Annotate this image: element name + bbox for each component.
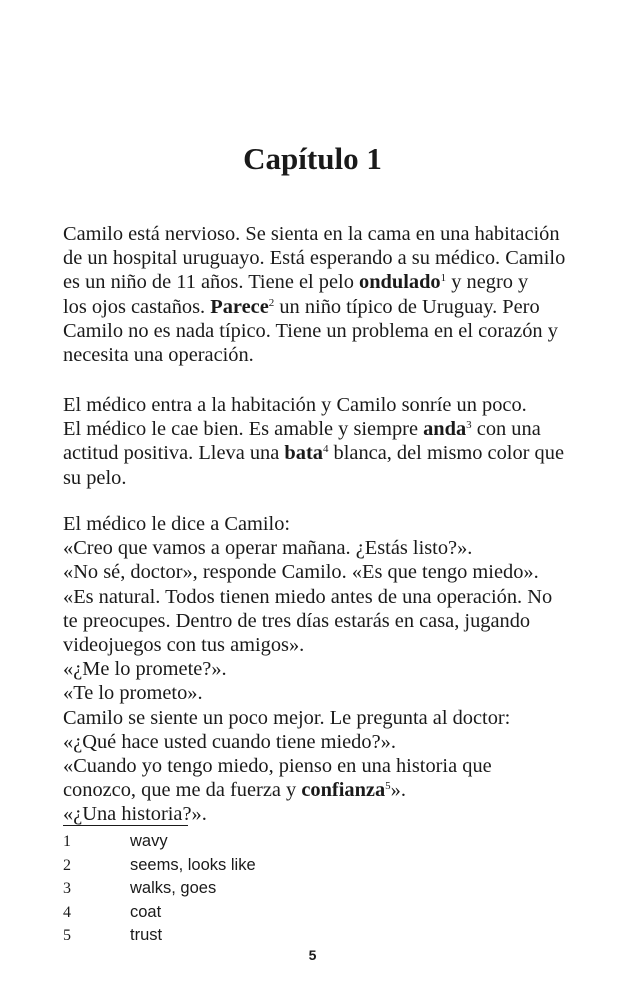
footnote-number: 2	[63, 856, 71, 874]
footnote-marker: 1	[440, 272, 447, 285]
vocab-term: anda	[423, 418, 467, 441]
footnote-marker: 4	[322, 443, 329, 456]
vocab-term: Parece	[210, 295, 269, 318]
text-line: Camilo se siente un poco mejor. Le pregunta al doctor:	[63, 706, 511, 729]
text-line: El médico le cae bien. Es amable y siempre anda$^3$ con una	[63, 418, 541, 441]
text-line: El médico le dice a Camilo:	[63, 513, 291, 535]
footnote-number: 3	[63, 880, 71, 897]
text-line: su pelo.	[63, 466, 127, 489]
paragraph-3	[63, 512, 583, 826]
footnote-item	[63, 925, 563, 949]
text-line: «¿Una historia?».	[63, 803, 207, 826]
text-line: necesita una operación.	[63, 343, 254, 366]
text-line: es un niño de 11 años. Tiene el pelo ondulado$^1$ y negro y	[63, 271, 529, 294]
footnote-marker: 5	[385, 780, 391, 793]
page-number: 5	[308, 947, 317, 963]
footnote-separator	[63, 825, 188, 826]
text-line: «¿Me lo promete?».	[63, 658, 227, 681]
vocab-term: confianza	[301, 779, 386, 802]
text-line: «Creo que vamos a operar mañana. ¿Estás listo?».	[63, 537, 473, 560]
text-line: actitud positiva. Lleva una bata$^4$ blanca, del mismo color que	[63, 442, 564, 465]
text-line: conozco, que me da fuerza y confianza$^5$».	[63, 779, 406, 802]
text-line: «Te lo prometo».	[63, 682, 203, 705]
paragraph-1	[63, 222, 583, 367]
footnote-item	[63, 855, 563, 879]
text-line: «¿Qué hace usted cuando tiene miedo?».	[63, 730, 396, 753]
text-line: El médico entra a la habitación y Camilo sonríe un poco.	[63, 394, 527, 416]
paragraph-2	[63, 393, 583, 490]
text-line: «Cuando yo tengo miedo, pienso en una historia que	[63, 754, 492, 777]
text-line: te preocupes. Dentro de tres días estarás en casa, jugando	[63, 609, 531, 632]
text-line: «Es natural. Todos tienen miedo antes de una operación. No	[63, 585, 553, 608]
footnote-text: walks, goes	[130, 879, 217, 897]
footnote-number: 5	[63, 927, 71, 944]
vocab-term: ondulado	[359, 271, 441, 294]
footnote-item	[63, 902, 563, 926]
footnote-text: trust	[130, 926, 163, 944]
text-line: «No sé, doctor», responde Camilo. «Es que tengo miedo».	[63, 561, 539, 584]
footnote-text: seems, looks like	[130, 855, 256, 874]
footnote-item	[63, 878, 563, 902]
footnote-item	[63, 831, 563, 855]
text-line: Camilo está nervioso. Se sienta en la cama en una habitación	[63, 223, 560, 245]
footnote-marker: 2	[268, 296, 275, 309]
chapter-title: Capítulo 1	[243, 141, 382, 176]
text-line: de un hospital uruguayo. Está esperando a su médico. Camilo	[63, 247, 566, 270]
footnote-text: coat	[130, 902, 162, 921]
footnotes	[63, 831, 563, 949]
footnote-number: 4	[63, 903, 71, 921]
vocab-term: bata	[284, 442, 323, 465]
footnote-number: 1	[63, 833, 71, 850]
text-line: Camilo no es nada típico. Tiene un problema en el corazón y	[63, 319, 558, 342]
text-line: videojuegos con tus amigos».	[63, 633, 305, 656]
footnote-marker: 3	[466, 419, 472, 432]
footnote-text: wavy	[130, 832, 168, 850]
text-line: los ojos castaños. Parece$^2$ un niño típico de Uruguay. Pero	[63, 295, 540, 318]
